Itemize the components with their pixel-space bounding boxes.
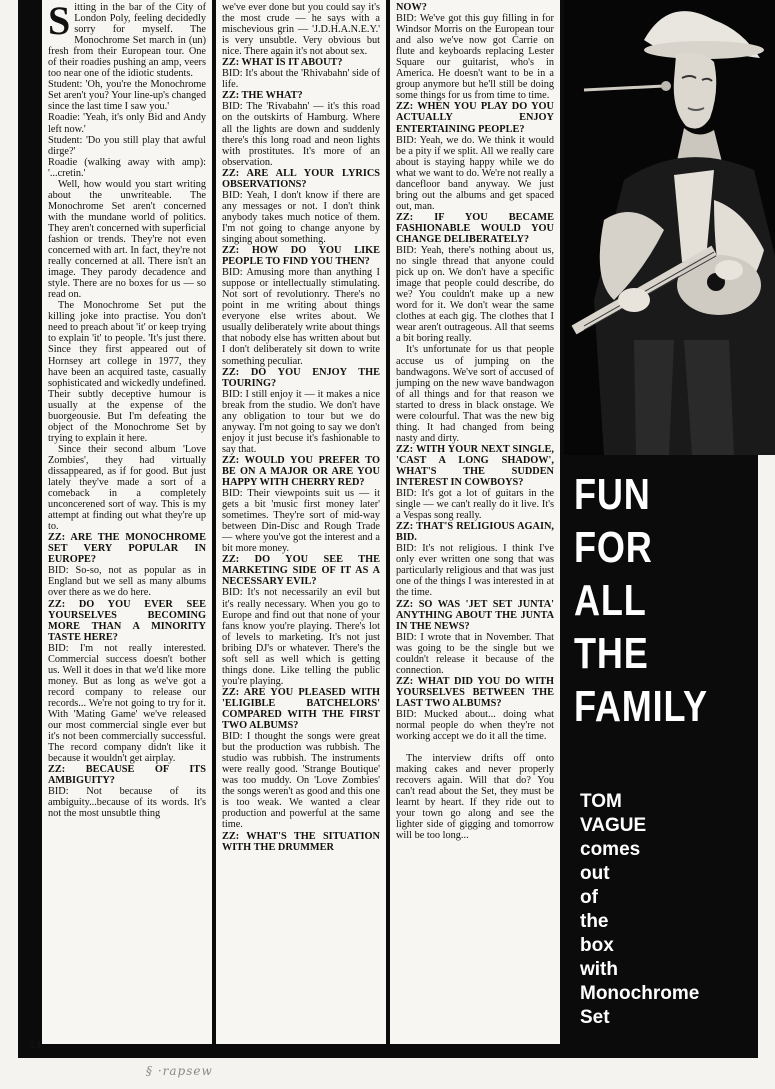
body-paragraph: Since their second album 'Love Zombies', they had virtually dissappeared, as if for good. But just lately they've made a sort of a comeback in a completely unconcerened sort of way. This is my attempt at finding out what they're up to. xyxy=(48,443,206,533)
interview-question: ZZ: WHEN YOU PLAY DO YOU ACTUALLY ENJOY ENTERTAINING PEOPLE? xyxy=(396,101,554,135)
body-paragraph: Well, how would you start writing about the unwriteable. The Monochrome Set aren't concerned with the mundane world of politics. They aren't concerned with superficial fashion or trends. They're not even concerned with art. In fact, they're not really concerned at all. There isn't an image. They parody decadence and style. There are no boxes for us — so read on. xyxy=(48,178,206,301)
interview-question: ZZ: HOW DO YOU LIKE PEOPLE TO FIND YOU THEN? xyxy=(222,245,380,268)
byline-line: Monochrome xyxy=(580,983,700,1004)
interview-answer: BID: Yeah, I don't know if there are any messages or not. I don't think anybody takes much notice of them. I'm not going to change anyone by singing about something. xyxy=(222,189,380,245)
interview-question: NOW? xyxy=(396,2,427,13)
byline-line: with xyxy=(580,959,618,980)
dialogue-line: Roadie: 'Yeah, it's only Bid and Andy left now.' xyxy=(48,112,206,135)
article-column-2 xyxy=(216,0,386,1044)
interview-question: ZZ: WOULD YOU PREFER TO BE ON A MAJOR OR ARE YOU HAPPY WITH CHERRY RED? xyxy=(222,454,380,489)
interview-question: ZZ: THE WHAT? xyxy=(222,90,303,102)
headline xyxy=(574,468,708,733)
interview-answer: BID: It's not necessarily an evil but it's really necessary. When you go to Europe and find out that none of your fans know you're playing. There's lot of levels to marketing. It's not just bribing DJ's or whatever. There's the soft sell as well which is getting things done. Like telling the public you're playing. xyxy=(222,587,380,687)
interview-answer: BID: Amusing more than anything I suppose or intellectually stimulating. Not sort of revolutionry. There's no point in me writing about things everyone else writes about. We usually deliberately write about things that nobody else has written about but I don't deliberately sit down to write something peculiar. xyxy=(222,267,380,367)
interview-answer: BID: So-so, not as popular as in England but we sell as many albums over there as we do here. xyxy=(48,565,206,599)
interview-question: ZZ: DO YOU SEE THE MARKETING SIDE OF IT AS A NECESSARY EVIL? xyxy=(222,554,380,588)
drop-cap: S xyxy=(48,0,71,43)
interview-question: ZZ: DO YOU ENJOY THE TOURING? xyxy=(222,366,380,389)
musician-photo xyxy=(564,0,775,455)
interview-answer: BID: Not because of its ambiguity...because of its words. It's not the most unsubtle thing xyxy=(48,786,206,820)
byline-line: the xyxy=(580,911,609,932)
interview-answer: BID: I'm not really interested. Commercial success doesn't bother us. Well it does in that we'd like more money. But as long as we've got a record company to release our records... We're not going to try for it. With 'Mating Game' we've released our most commercial single ever but it's not been commercially successful. The record company didn't like it because it wouldn't get airplay. xyxy=(48,642,206,765)
interview-question: ZZ: WITH YOUR NEXT SINGLE, 'CAST A LONG SHADOW', WHAT'S THE SUDDEN INTEREST IN COWBOYS? xyxy=(396,443,554,489)
body-paragraph: The Monochrome Set put the killing joke into practise. You don't need to preach about 'it' or keep trying to explain 'it' to people. 'It's just there. Since they first appeared out of Hornsey art college in 1977, they have been an acquired taste, casually sophisticated and wickedly undefined. Their subtly deceptive humour is usually at the expense of the buorgeousie. But I'm defeating the object of the Monochrome Set by trying to explain it here. xyxy=(48,300,206,444)
dialogue-line: Roadie (walking away with amp): '...cretin.' xyxy=(48,156,206,179)
page-sheet xyxy=(18,0,758,1058)
body-paragraph: It's unfortunate for us that people accuse us of jumping on the bandwagons. We've sort of accused of jumping on the new wave bandwagon of all things and for that reason we started to dress in black onstage. We were colourful. That was the new big thing. It had changed from being nasty and dirty. xyxy=(396,344,554,444)
interview-question: ZZ: THAT'S RELIGIOUS AGAIN, BID. xyxy=(396,521,554,544)
byline xyxy=(580,790,699,1030)
interview-question: ZZ: ARE THE MONOCHROME SET VERY POPULAR IN EUROPE? xyxy=(48,532,206,566)
interview-answer: we've ever done but you could say it's the most crude — he says with a mischevious grin — 'J.D.H.A.N.E.Y.' is very unsubtle. Very obvious but nice. There again it's not about sex. xyxy=(222,2,380,58)
byline-line: TOM xyxy=(580,791,622,812)
interview-answer: BID: Their viewpoints suit us — it gets a bit 'music first money later' sometimes. They're sort of mid-way between Din-Disc and Rough Trade — where you've got the interest and a bit more money. xyxy=(222,488,380,555)
headline-line: FAMILY xyxy=(574,682,708,731)
interview-question: ZZ: SO WAS 'JET SET JUNTA' ANYTHING ABOUT THE JUNTA IN THE NEWS? xyxy=(396,598,554,632)
interview-question: ZZ: WHAT DID YOU DO WITH YOURSELVES BETWEEN THE LAST TWO ALBUMS? xyxy=(396,675,554,709)
interview-answer: BID: It's not religious. I think I've only ever written one song that was particularly religious and that was just one of the things I was interested in at the time. xyxy=(396,543,554,599)
interview-question: ZZ: IF YOU BECAME FASHIONABLE WOULD YOU CHANGE DELIBERATELY? xyxy=(396,211,554,245)
headline-line: ALL xyxy=(574,576,647,625)
byline-line: box xyxy=(580,935,614,956)
headline-line: FOR xyxy=(574,523,653,572)
byline-line: VAGUE xyxy=(580,815,647,836)
interview-answer: BID: I thought the songs were great but the production was rubbish. The studio was rubbish. The instruments were really good. 'Strange Boutique' was too muddy. On 'Love Zombies' the songs weren't as good and this one is too weak. We wanted a clear production and powerful at the same time. xyxy=(222,731,380,831)
interview-question: ZZ: ARE YOU PLEASED WITH 'ELIGIBLE BATCHELORS' COMPARED WITH THE FIRST TWO ALBUMS? xyxy=(222,686,380,732)
interview-answer: BID: Mucked about... doing what normal people do when they're not working accept we do it all the time. xyxy=(396,709,554,743)
interview-answer: BID: I still enjoy it — it makes a nice break from the studio. We don't have any obligation to tour but we do anyway. I'm not going to say we don't enjoy it just becuse it's fashionable to say that. xyxy=(222,388,380,455)
page-number: 14 xyxy=(30,1040,42,1051)
intro-paragraph: itting in the bar of the City of London Poly, feeling decidedly sorry for myself. The Monochrome Set march in (un) fresh from their European tour. One of their roadies pushing an amp, veers too near one of the idiotic students. xyxy=(48,2,206,80)
byline-line: out xyxy=(580,863,610,884)
byline-line: Set xyxy=(580,1007,610,1028)
interview-answer: BID: It's about the 'Rhivabahn' side of life. xyxy=(222,68,380,91)
interview-question: ZZ: ARE ALL YOUR LYRICS OBSERVATIONS? xyxy=(222,167,380,190)
interview-answer: BID: We've got this guy filling in for Windsor Morris on the European tour and also we've now got Carrie on flute and keyboards replacing Lester Square our guitarist, who's in America. He doesn't want to be in a group anymore but he'll still be doing some things for us from time to time. xyxy=(396,13,554,102)
closing-paragraph: The interview drifts off onto making cakes and never properly recovers again. Will that do? You can't read about the Set, they must be learnt by heart. If they ride out to your town go along and see the lighter side of gigging and tomorrow will be too long... xyxy=(396,753,554,842)
interview-answer: BID: Yeah, we do. We think it would be a pity if we split. All we really care about is staying happy while we do what we want to do. We're not really a dancefloor band anyway. We just bring out the albums and get spaced out, man. xyxy=(396,134,554,212)
interview-question: ZZ: WHAT'S THE SITUATION WITH THE DRUMMER xyxy=(222,830,380,853)
article-column-3 xyxy=(390,0,560,1044)
interview-question: ZZ: BECAUSE OF ITS AMBIGUITY? xyxy=(48,764,206,787)
interview-question: ZZ: WHAT IS IT ABOUT? xyxy=(222,57,343,69)
headline-line: FUN xyxy=(574,470,651,519)
byline-line: comes xyxy=(580,839,641,860)
interview-answer: BID: Yeah, there's nothing about us, no single thread that anyone could pick up on. We don't have a specific image that people could describe, do we? You couldn't make up a new word for it. We don't wear the same clothes at each gig. The clothes that I wear aren't outrageous. All that seems a bit boring really. xyxy=(396,245,554,345)
byline-line: of xyxy=(580,887,598,908)
interview-answer: BID: It's got a lot of guitars in the single — we can't really do it live. It's a Vespas song really. xyxy=(396,488,554,522)
interview-answer: BID: I wrote that in November. That was going to be the single but we couldn't release it because of the connection. xyxy=(396,631,554,676)
dialogue-line: Student: 'Oh, you're the Monochrome Set aren't you? Your line-up's changed since the last time I saw you.' xyxy=(48,79,206,113)
headline-line: THE xyxy=(574,629,649,678)
article-column-1 xyxy=(42,0,212,1044)
interview-answer: BID: The 'Rivabahn' — it's this road on the outskirts of Hamburg. Where all the lights are down and suddenly there's this long road and neon lights with prostitutes. It's more of an observation. xyxy=(222,101,380,168)
interview-question: ZZ: DO YOU EVER SEE YOURSELVES BECOMING MORE THAN A MINORITY TASTE HERE? xyxy=(48,598,206,643)
handwritten-note: § ·rapsew xyxy=(146,1064,213,1078)
dialogue-line: Student: 'Do you still play that awful dirge?' xyxy=(48,134,206,157)
photo-illustration xyxy=(564,0,775,455)
